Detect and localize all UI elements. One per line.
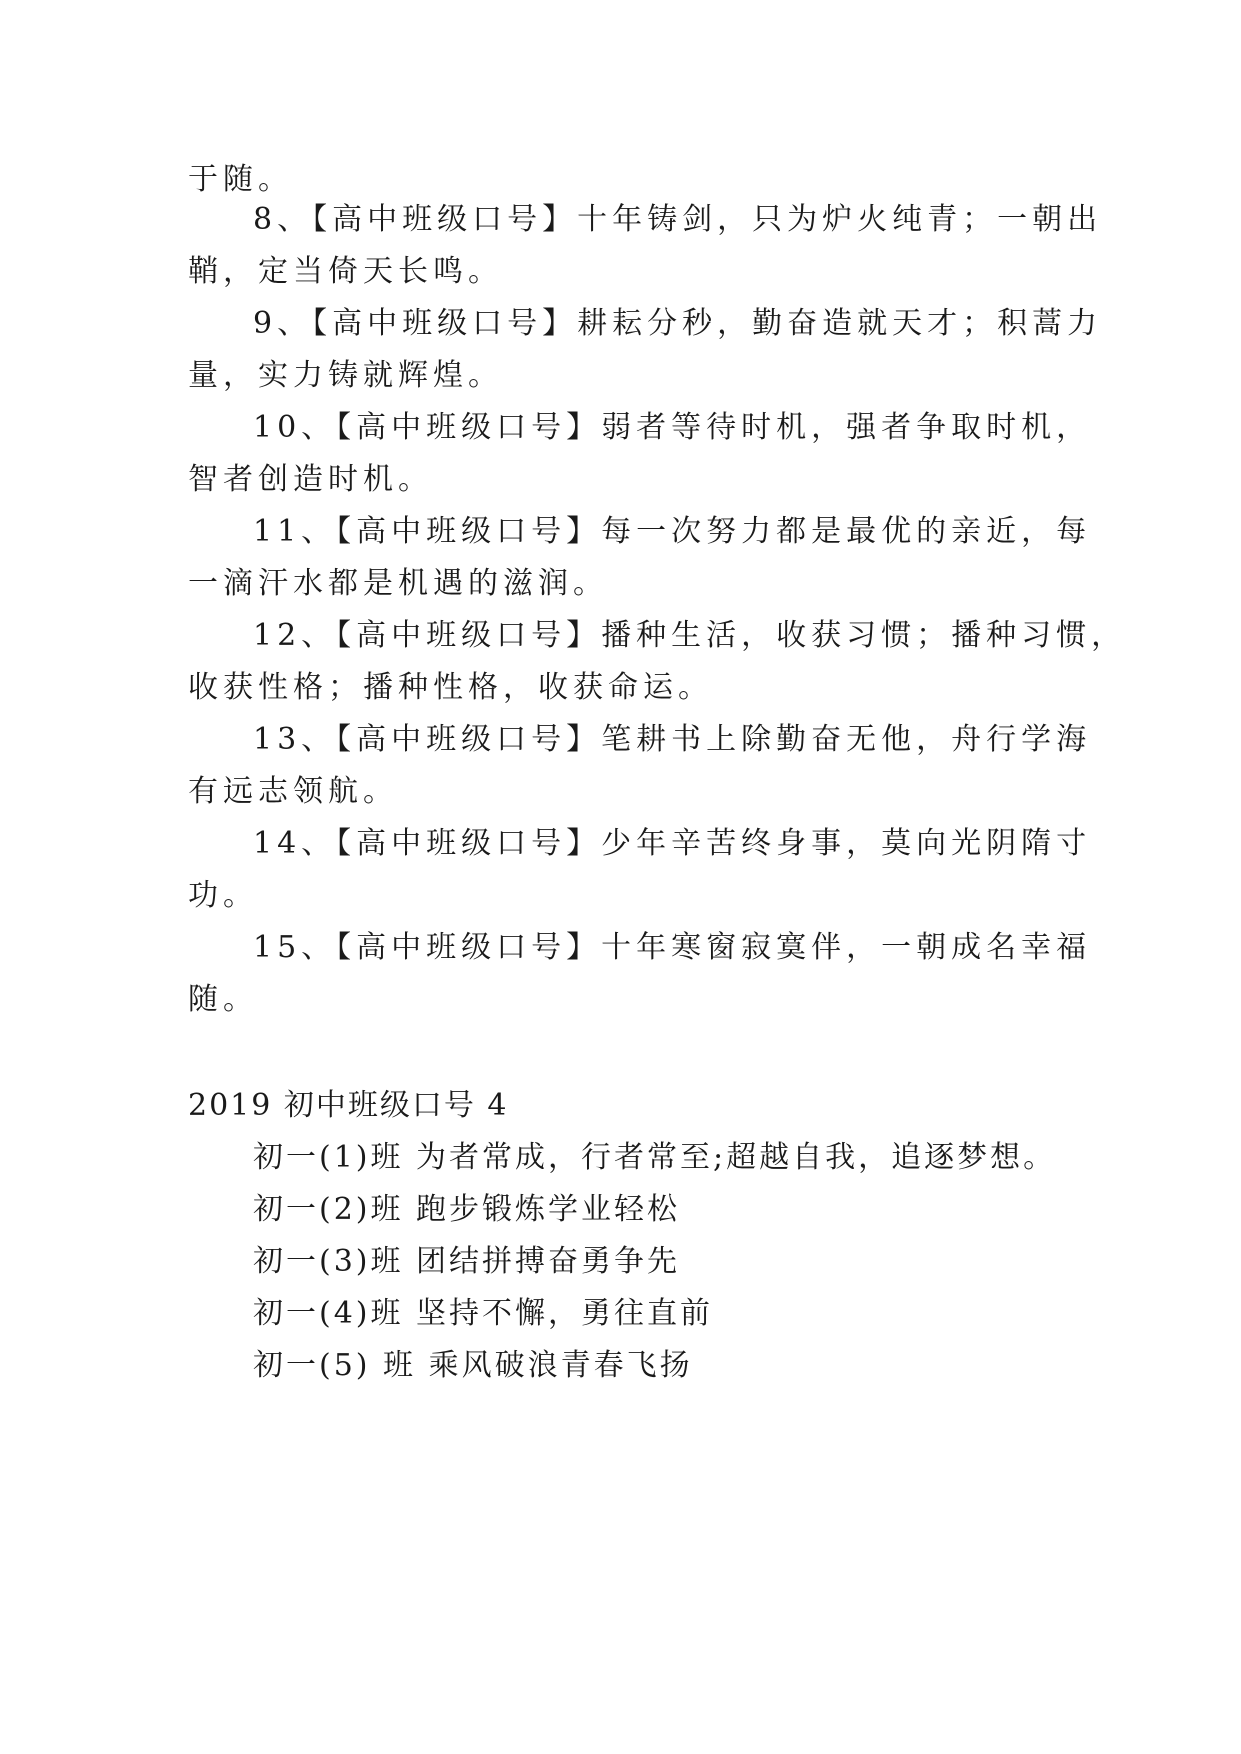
slogan-12-line-2: 收获性格；播种性格，收获命运。 [188,670,713,705]
slogan-14-line-2: 功。 [188,878,258,913]
slogan-11-line-1: 11、【高中班级口号】每一次努力都是最优的亲近，每 [253,514,1092,549]
slogan-10-line-2: 智者创造时机。 [188,462,433,497]
class-slogan-2: 初一(2)班 跑步锻炼学业轻松 [253,1192,681,1227]
slogan-13-line-1: 13、【高中班级口号】笔耕书上除勤奋无他，舟行学海 [253,722,1092,757]
slogan-15-line-1: 15、【高中班级口号】十年寒窗寂寞伴，一朝成名幸福 [253,930,1092,965]
paragraph-line: 于随。 [188,162,293,197]
section-heading: 2019 初中班级口号 4 [188,1088,509,1123]
slogan-12-line-1: 12、【高中班级口号】播种生活，收获习惯；播种习惯， [253,618,1127,653]
class-slogan-4: 初一(4)班 坚持不懈，勇往直前 [253,1296,714,1331]
class-slogan-3: 初一(3)班 团结拼搏奋勇争先 [253,1244,681,1279]
slogan-8-line-2: 鞘，定当倚天长鸣。 [188,254,503,289]
slogan-15-line-2: 随。 [188,982,258,1017]
slogan-11-line-2: 一滴汗水都是机遇的滋润。 [188,566,608,601]
slogan-8-line-1: 8、【高中班级口号】十年铸剑，只为炉火纯青；一朝出 [253,202,1103,237]
slogan-14-line-1: 14、【高中班级口号】少年辛苦终身事，莫向光阴隋寸 [253,826,1092,861]
slogan-13-line-2: 有远志领航。 [188,774,398,809]
slogan-9-line-1: 9、【高中班级口号】耕耘分秒，勤奋造就天才；积蒿力 [253,306,1103,341]
slogan-10-line-1: 10、【高中班级口号】弱者等待时机，强者争取时机， [253,410,1092,445]
class-slogan-1: 初一(1)班 为者常成，行者常至;超越自我，追逐梦想。 [253,1140,1057,1175]
class-slogan-5: 初一(5) 班 乘风破浪青春飞扬 [253,1348,693,1383]
slogan-9-line-2: 量，实力铸就辉煌。 [188,358,503,393]
